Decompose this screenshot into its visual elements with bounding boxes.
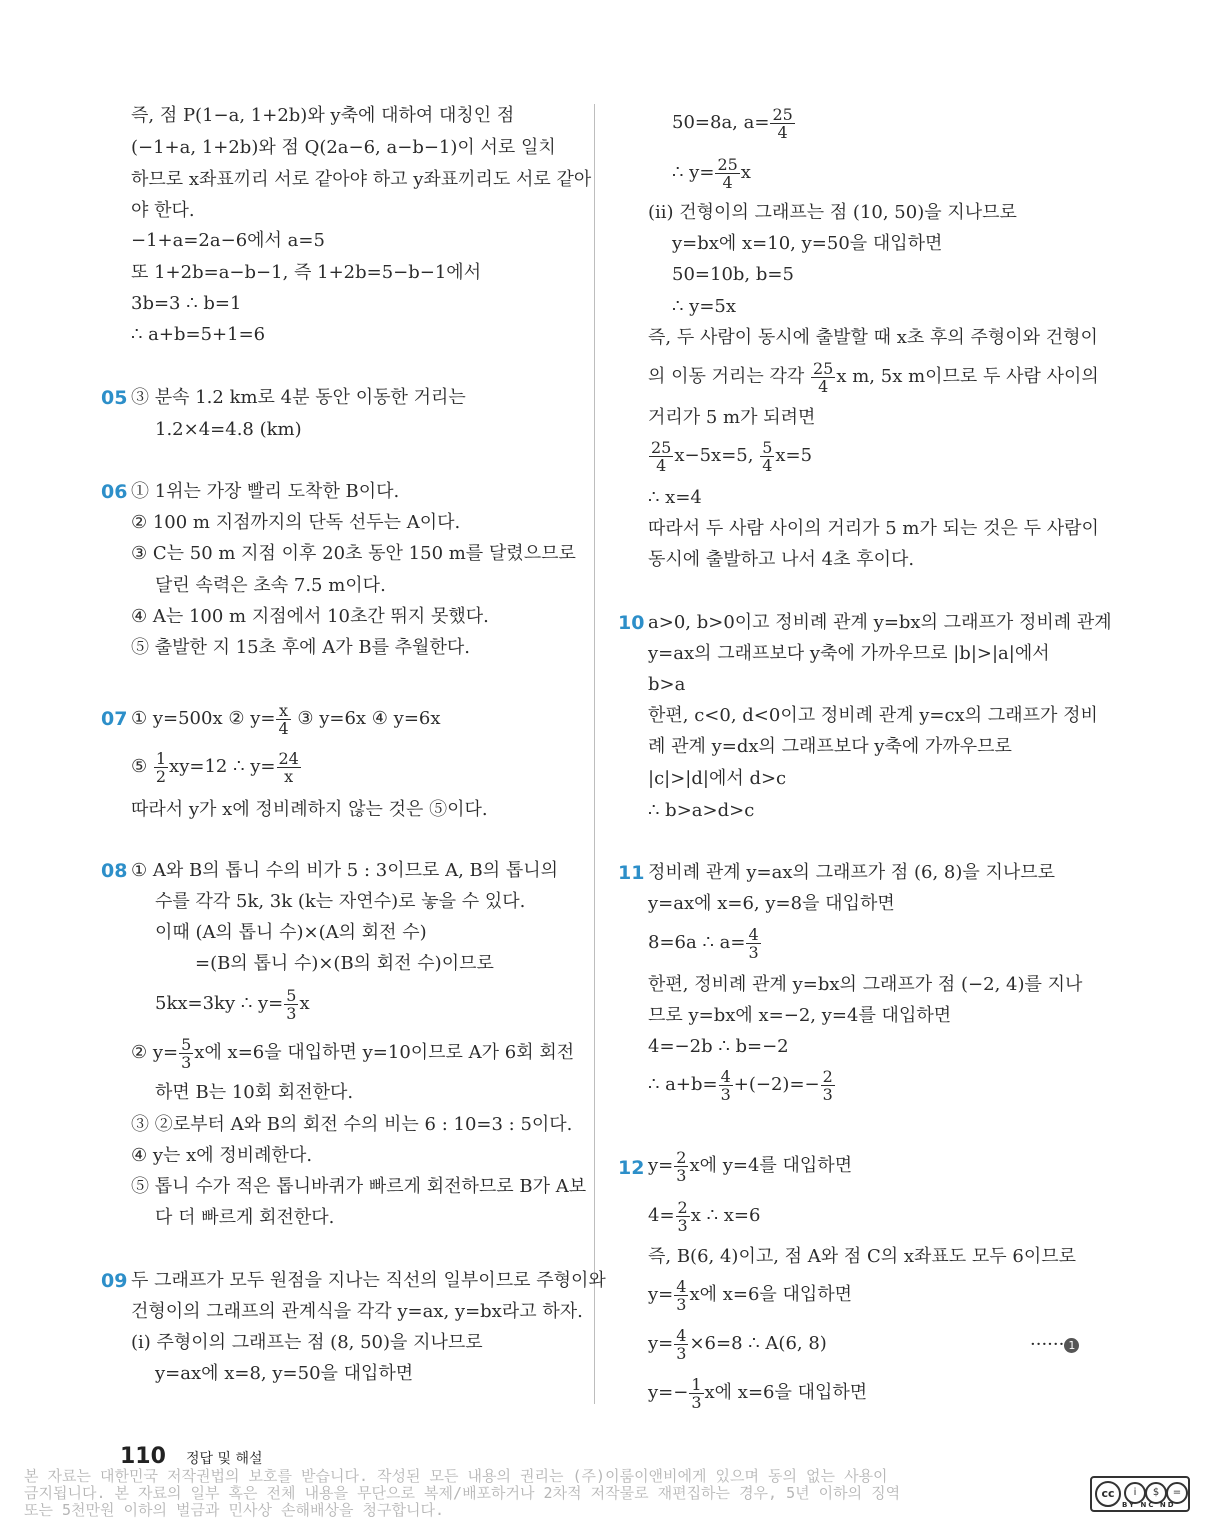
- text-span: y=: [648, 1155, 674, 1176]
- text-span: ×6=8 ∴ A(6, 8): [689, 1333, 827, 1354]
- text-line: 한편, 정비례 관계 y=bx의 그래프가 점 (−2, 4)를 지나: [648, 974, 1083, 995]
- denominator: 3: [720, 1084, 731, 1104]
- text-line: [648, 358, 1099, 396]
- text-line: (ⅰ) 주형이의 그래프는 점 (8, 50)을 지나므로: [131, 1332, 483, 1353]
- text-span: 8=6a ∴ a=: [648, 932, 746, 953]
- text-line: [672, 104, 796, 142]
- text-line: [648, 924, 762, 962]
- numerator: 1: [691, 1374, 702, 1394]
- text-span: ∴ y=: [672, 162, 715, 183]
- column-divider: [594, 104, 595, 1404]
- fraction: [746, 926, 760, 961]
- text-line: 따라서 y가 x에 정비례하지 않는 것은 ⑤이다.: [131, 799, 488, 820]
- step-number-badge: 1: [1064, 1338, 1079, 1353]
- text-line: ∴ x=4: [648, 487, 702, 508]
- text-line: 달린 속력은 초속 7.5 m이다.: [155, 575, 386, 596]
- text-line: 므로 y=bx에 x=−2, y=4를 대입하면: [648, 1005, 952, 1026]
- numerator: 4: [720, 1066, 731, 1086]
- text-span: x에 x=6을 대입하면: [704, 1382, 868, 1403]
- problem-number: 09: [101, 1270, 128, 1292]
- text-line: [131, 700, 441, 738]
- numerator: 24: [278, 748, 299, 768]
- text-span: +(−2)=−: [733, 1074, 820, 1095]
- denominator: 3: [748, 942, 759, 962]
- numerator: 25: [813, 358, 834, 378]
- text-line: ④ A는 100 m 지점에서 10초간 뛰지 못했다.: [131, 606, 489, 627]
- denominator: 2: [155, 766, 167, 786]
- denominator: 3: [822, 1084, 833, 1104]
- text-span: y=: [648, 1284, 674, 1305]
- text-line: ③ ②로부터 A와 B의 회전 수의 비는 6 : 10=3 : 5이다.: [131, 1114, 573, 1135]
- text-line: [648, 1276, 852, 1314]
- text-line: =(B의 톱니 수)×(B의 회전 수)이므로: [195, 953, 494, 974]
- text-line: ⑤ 출발한 지 15초 후에 A가 B를 추월한다.: [131, 637, 470, 658]
- problem-number: 06: [101, 481, 128, 503]
- numerator: 4: [676, 1325, 687, 1345]
- text-line: 건형이의 그래프의 관계식을 각각 y=ax, y=bx라고 하자.: [131, 1301, 583, 1322]
- text-line: 례 관계 y=dx의 그래프보다 y축에 가까우므로: [648, 736, 1012, 757]
- text-line: ④ y는 x에 정비례한다.: [131, 1145, 313, 1166]
- text-line: [648, 437, 812, 475]
- denominator: x: [284, 766, 294, 786]
- page-number: 110: [120, 1444, 166, 1469]
- text-line: 4=−2b ∴ b=−2: [648, 1036, 789, 1057]
- noderivatives-icon: =: [1166, 1482, 1188, 1504]
- denominator: 4: [278, 718, 289, 738]
- cc-icon: cc: [1095, 1481, 1121, 1507]
- copyright-notice: 금지됩니다. 본 자료의 일부 혹은 전체 내용을 무단으로 복제/배포하거나 2차적 저작물로 재편집하는 경우, 5년 이하의 징역: [24, 1484, 901, 1502]
- text-span: x m, 5x m이므로 두 사람 사이의: [836, 366, 1099, 387]
- text-span: ② y=: [131, 1042, 179, 1063]
- text-line: 다 더 빠르게 회전한다.: [155, 1207, 335, 1228]
- text-span: ③ y=6x ④ y=6x: [291, 708, 441, 729]
- text-span: x에 x=6을 대입하면 y=10이므로 A가 6회 회전: [194, 1042, 575, 1063]
- copyright-notice: 또는 5천만원 이하의 벌금과 민사상 손해배상을 청구합니다.: [24, 1501, 445, 1519]
- denominator: 4: [818, 376, 829, 396]
- problem-number: 10: [618, 612, 645, 634]
- fraction: [674, 1278, 688, 1313]
- text-line: [648, 1147, 852, 1185]
- fraction: [770, 106, 794, 141]
- text-span: ① y=500x ② y=: [131, 708, 276, 729]
- numerator: 1: [155, 748, 167, 768]
- text-line: [131, 748, 302, 786]
- text-line: ∴ a+b=5+1=6: [131, 324, 266, 345]
- text-span: x: [299, 993, 310, 1014]
- numerator: 2: [676, 1147, 687, 1167]
- text-line: 정비례 관계 y=ax의 그래프가 점 (6, 8)을 지나므로: [648, 862, 1056, 883]
- text-line: [648, 1197, 760, 1235]
- fraction: [277, 750, 301, 785]
- text-span: x=5: [775, 445, 813, 466]
- footer-label: 정답 및 해설: [186, 1451, 263, 1467]
- numerator: 4: [676, 1276, 687, 1296]
- text-line: ③ C는 50 m 지점 이후 20초 동안 150 m를 달렸으므로: [131, 543, 576, 564]
- fraction: [760, 439, 774, 474]
- denominator: 4: [722, 172, 733, 192]
- denominator: 4: [656, 455, 667, 475]
- fraction: [674, 1149, 688, 1184]
- fraction: [649, 439, 673, 474]
- denominator: 3: [677, 1215, 688, 1235]
- text-span: xy=12 ∴ y=: [169, 756, 276, 777]
- text-line: ③ 분속 1.2 km로 4분 동안 이동한 거리는: [131, 387, 466, 408]
- text-line: 두 그래프가 모두 원점을 지나는 직선의 일부이므로 주형이와: [131, 1270, 606, 1291]
- text-span: x ∴ x=6: [690, 1205, 761, 1226]
- text-span: 5kx=3ky ∴ y=: [155, 993, 284, 1014]
- denominator: 3: [676, 1343, 687, 1363]
- text-span: x에 y=4를 대입하면: [689, 1155, 853, 1176]
- fraction: [276, 702, 290, 737]
- text-line: ① 1위는 가장 빨리 도착한 B이다.: [131, 481, 400, 502]
- text-span: 4=: [648, 1205, 675, 1226]
- problem-number: 11: [618, 862, 645, 884]
- text-line: |c|>|d|에서 d>c: [648, 768, 787, 789]
- text-span: x: [740, 162, 751, 183]
- text-line: 하면 B는 10회 회전한다.: [155, 1082, 354, 1103]
- text-line: ∴ b>a>d>c: [648, 800, 755, 821]
- text-span: y=−: [648, 1382, 689, 1403]
- text-line: y=ax의 그래프보다 y축에 가까우므로 |b|>|a|에서: [648, 643, 1050, 664]
- text-line: [648, 1066, 836, 1104]
- text-line: [155, 985, 310, 1023]
- text-line: (ⅱ) 건형이의 그래프는 점 (10, 50)을 지나므로: [648, 202, 1017, 223]
- text-line: 1.2×4=4.8 (km): [155, 419, 302, 440]
- text-line: 거리가 5 m가 되려면: [648, 407, 816, 428]
- text-line: 하므로 x좌표끼리 서로 같아야 하고 y좌표끼리도 서로 같아: [131, 169, 592, 190]
- text-line: [131, 1034, 574, 1072]
- denominator: 3: [286, 1003, 297, 1023]
- text-line: [648, 1374, 867, 1412]
- numerator: 5: [286, 985, 297, 1005]
- step-marker: [1030, 1334, 1079, 1356]
- fraction: [674, 1327, 688, 1362]
- text-line: ① A와 B의 톱니 수의 비가 5 : 3이므로 A, B의 톱니의: [131, 860, 559, 881]
- text-span: ∴ a+b=: [648, 1074, 718, 1095]
- text-line: −1+a=2a−6에서 a=5: [131, 230, 325, 251]
- fraction: [811, 360, 835, 395]
- fraction: [821, 1068, 835, 1103]
- problem-number: 12: [618, 1157, 645, 1179]
- denominator: 3: [691, 1392, 702, 1412]
- numerator: x: [276, 702, 290, 720]
- denominator: 3: [181, 1052, 192, 1072]
- noncommercial-icon: $: [1145, 1482, 1167, 1504]
- fraction: [676, 1199, 690, 1234]
- fraction: [284, 987, 298, 1022]
- numerator: 5: [762, 437, 773, 457]
- text-line: 3b=3 ∴ b=1: [131, 293, 242, 314]
- problem-number: 05: [101, 387, 128, 409]
- text-line: 즉, 점 P(1−a, 1+2b)와 y축에 대하여 대칭인 점: [131, 105, 515, 126]
- text-line: 한편, c<0, d<0이고 정비례 관계 y=cx의 그래프가 정비: [648, 705, 1098, 726]
- copyright-notice: 본 자료는 대한민국 저작권법의 보호를 받습니다. 작성된 모든 내용의 권리는 (주)이룸이앤비에게 있으며 동의 없는 사용이: [24, 1467, 888, 1485]
- fraction: [179, 1036, 193, 1071]
- text-line: 즉, B(6, 4)이고, 점 A와 점 C의 x좌표도 모두 6이므로: [648, 1246, 1077, 1267]
- text-line: 이때 (A의 톱니 수)×(A의 회전 수): [155, 922, 427, 943]
- attribution-icon: i: [1124, 1482, 1146, 1504]
- text-line: y=ax에 x=6, y=8을 대입하면: [648, 893, 895, 914]
- numerator: 2: [822, 1066, 833, 1086]
- fraction: [154, 750, 168, 785]
- text-line: [672, 154, 751, 192]
- text-span: ⑤: [131, 756, 153, 777]
- cc-license-badge: [1090, 1476, 1190, 1512]
- text-line: 50=10b, b=5: [672, 264, 794, 285]
- numerator: 25: [772, 104, 793, 124]
- text-line: y=ax에 x=8, y=50을 대입하면: [155, 1363, 414, 1384]
- text-line: 수를 각각 5k, 3k (k는 자연수)로 놓을 수 있다.: [155, 891, 526, 912]
- denominator: 3: [676, 1294, 687, 1314]
- text-span: 50=8a, a=: [672, 112, 770, 133]
- numerator: 4: [748, 924, 759, 944]
- text-line: [648, 1325, 827, 1363]
- text-line: b>a: [648, 674, 686, 695]
- text-span: x에 x=6을 대입하면: [689, 1284, 853, 1305]
- text-line: ② 100 m 지점까지의 단독 선두는 A이다.: [131, 512, 461, 533]
- text-span: 의 이동 거리는 각각: [648, 366, 810, 387]
- denominator: 3: [676, 1165, 687, 1185]
- fraction: [715, 156, 739, 191]
- text-line: a>0, b>0이고 정비례 관계 y=bx의 그래프가 정비례 관계: [648, 612, 1112, 633]
- text-span: y=: [648, 1333, 674, 1354]
- problem-number: 07: [101, 708, 128, 730]
- fraction: [689, 1376, 703, 1411]
- numerator: 2: [677, 1197, 688, 1217]
- text-line: 따라서 두 사람 사이의 거리가 5 m가 되는 것은 두 사람이: [648, 518, 1099, 539]
- text-line: y=bx에 x=10, y=50을 대입하면: [672, 233, 943, 254]
- denominator: 4: [762, 455, 773, 475]
- dotted-leader: ······: [1030, 1334, 1065, 1355]
- text-line: 동시에 출발하고 나서 4초 후이다.: [648, 549, 915, 570]
- text-line: 야 한다.: [131, 200, 195, 221]
- text-line: 또 1+2b=a−b−1, 즉 1+2b=5−b−1에서: [131, 262, 482, 283]
- text-line: ⑤ 톱니 수가 적은 톱니바퀴가 빠르게 회전하므로 B가 A보: [131, 1176, 587, 1197]
- numerator: 5: [181, 1034, 192, 1054]
- license-label: BY NC ND: [1122, 1501, 1176, 1509]
- numerator: 25: [717, 154, 738, 174]
- text-line: ∴ y=5x: [672, 296, 737, 317]
- problem-number: 08: [101, 860, 128, 882]
- denominator: 4: [777, 122, 788, 142]
- text-span: x−5x=5,: [674, 445, 760, 466]
- text-line: 즉, 두 사람이 동시에 출발할 때 x초 후의 주형이와 건형이: [648, 327, 1098, 348]
- numerator: 25: [651, 437, 672, 457]
- text-line: (−1+a, 1+2b)와 점 Q(2a−6, a−b−1)이 서로 일치: [131, 137, 556, 158]
- fraction: [719, 1068, 733, 1103]
